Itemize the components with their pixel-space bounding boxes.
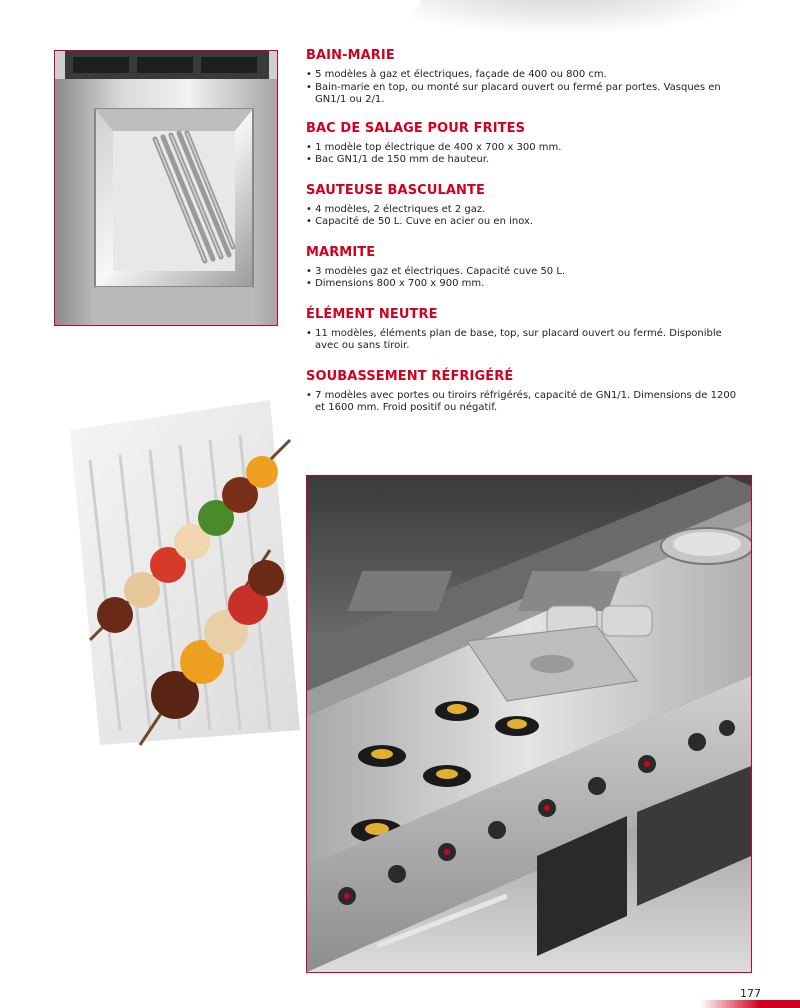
bullet-item: • Bain-marie en top, ou monté sur placard ouvert ou fermé par portes. Vasques en GN1/1 ou 2/1. — [306, 82, 746, 107]
bullet-list — [306, 328, 746, 353]
bullet-item: • 7 modèles avec portes ou tiroirs réfrigérés, capacité de GN1/1. Dimensions de 1200 et 1600 mm. Froid positif ou négatif. — [306, 390, 746, 415]
product-descriptions — [306, 48, 746, 431]
bullet-list — [306, 204, 746, 229]
bullet-item: • 5 modèles à gaz et électriques, façade de 400 ou 800 cm. — [306, 69, 746, 82]
bullet-item: • 11 modèles, éléments plan de base, top, sur placard ouvert ou fermé. Disponible avec ou sans tiroir. — [306, 328, 746, 353]
corner-decoration — [300, 0, 800, 40]
section-title: BAIN-MARIE — [306, 48, 395, 63]
bullet-item: • Dimensions 800 x 700 x 900 mm. — [306, 278, 746, 291]
bullet-item: • Bac GN1/1 de 150 mm de hauteur. — [306, 154, 746, 167]
bullet-item: • 3 modèles gaz et électriques. Capacité cuve 50 L. — [306, 266, 746, 279]
bullet-list — [306, 142, 746, 167]
section-bain-marie — [306, 48, 746, 107]
section-title: SAUTEUSE BASCULANTE — [306, 182, 485, 198]
bullet-item: • 1 modèle top électrique de 400 x 700 x 300 mm. — [306, 142, 746, 155]
bullet-item: • 4 modèles, 2 électriques et 2 gaz. — [306, 204, 746, 217]
section-title: MARMITE — [306, 244, 376, 260]
bain-marie-photo — [54, 50, 278, 326]
skewer-photo — [30, 400, 300, 760]
section-soubassement — [306, 369, 746, 415]
bullet-list — [306, 266, 746, 291]
page-number: 177 — [740, 987, 761, 1000]
section-title: BAC DE SALAGE POUR FRITES — [306, 120, 526, 136]
section-element-neutre — [306, 307, 746, 353]
section-bac-salage — [306, 121, 746, 167]
section-title: ÉLÉMENT NEUTRE — [306, 306, 438, 322]
section-title: SOUBASSEMENT RÉFRIGÉRÉ — [306, 368, 514, 384]
page-number-bar — [700, 1000, 800, 1008]
bullet-list — [306, 69, 746, 107]
section-marmite — [306, 245, 746, 291]
section-sauteuse — [306, 183, 746, 229]
bullet-list — [306, 390, 746, 415]
bullet-item: • Capacité de 50 L. Cuve en acier ou en inox. — [306, 216, 746, 229]
kitchen-line-photo — [306, 475, 752, 973]
